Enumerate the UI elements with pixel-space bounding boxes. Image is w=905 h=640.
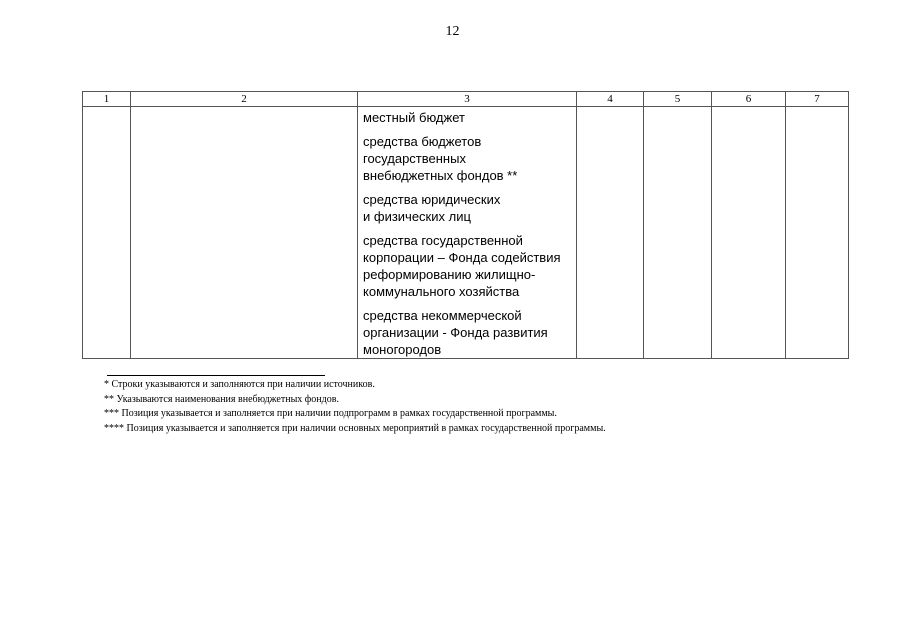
funding-source-text: средства некоммерческой — [363, 308, 522, 323]
funding-source-text: моногородов — [363, 342, 442, 357]
footnote-subprograms: *** Позиция указывается и заполняется при наличии подпрограмм в рамках государственной программы. — [104, 408, 557, 419]
footnotes — [104, 378, 606, 436]
footnote-divider — [107, 375, 325, 376]
column-header-6: 6 — [712, 92, 786, 107]
column-header-1: 1 — [83, 92, 131, 107]
funding-source-local-budget — [363, 109, 573, 126]
funding-source-monotowns-fund — [363, 307, 573, 358]
funding-source-text: реформированию жилищно- — [363, 267, 536, 282]
funding-source-housing-fund — [363, 232, 573, 300]
footnote-sources-rows: * Строки указываются и заполняются при наличии источников. — [104, 379, 375, 390]
table-cell-col-7 — [786, 107, 849, 359]
funding-source-text: государственных — [363, 151, 466, 166]
funding-source-legal-entities — [363, 191, 573, 225]
column-header-3: 3 — [358, 92, 577, 107]
funding-table — [82, 91, 849, 359]
funding-source-text: средства юридических — [363, 192, 501, 207]
funding-sources-cell — [358, 107, 577, 359]
funding-source-text: и физических лиц — [363, 209, 471, 224]
column-header-2: 2 — [131, 92, 358, 107]
table-cell-col-1 — [83, 107, 131, 359]
column-header-7: 7 — [786, 92, 849, 107]
table-cell-col-4 — [577, 107, 644, 359]
funding-source-text: местный бюджет — [363, 110, 465, 125]
column-header-4: 4 — [577, 92, 644, 107]
table-cell-col-2 — [131, 107, 358, 359]
funding-source-extrabudgetary-funds — [363, 133, 573, 184]
table-cell-col-5 — [644, 107, 712, 359]
column-header-5: 5 — [644, 92, 712, 107]
funding-source-text: средства бюджетов — [363, 134, 482, 149]
footnote-main-activities: **** Позиция указывается и заполняется при наличии основных мероприятий в рамках государственной программы. — [104, 422, 606, 434]
funding-source-text: средства государственной — [363, 233, 523, 248]
funding-source-text: внебюджетных фондов ** — [363, 168, 518, 183]
funding-source-text: коммунального хозяйства — [363, 284, 520, 299]
page-number: 12 — [445, 24, 460, 39]
footnote-extrabudgetary-names: ** Указываются наименования внебюджетных фондов. — [104, 393, 339, 405]
column-number-row — [83, 92, 849, 107]
table-row — [83, 107, 849, 359]
funding-source-text: корпорации – Фонда содействия — [363, 250, 561, 265]
funding-source-text: организации - Фонда развития — [363, 325, 548, 340]
table-cell-col-6 — [712, 107, 786, 359]
